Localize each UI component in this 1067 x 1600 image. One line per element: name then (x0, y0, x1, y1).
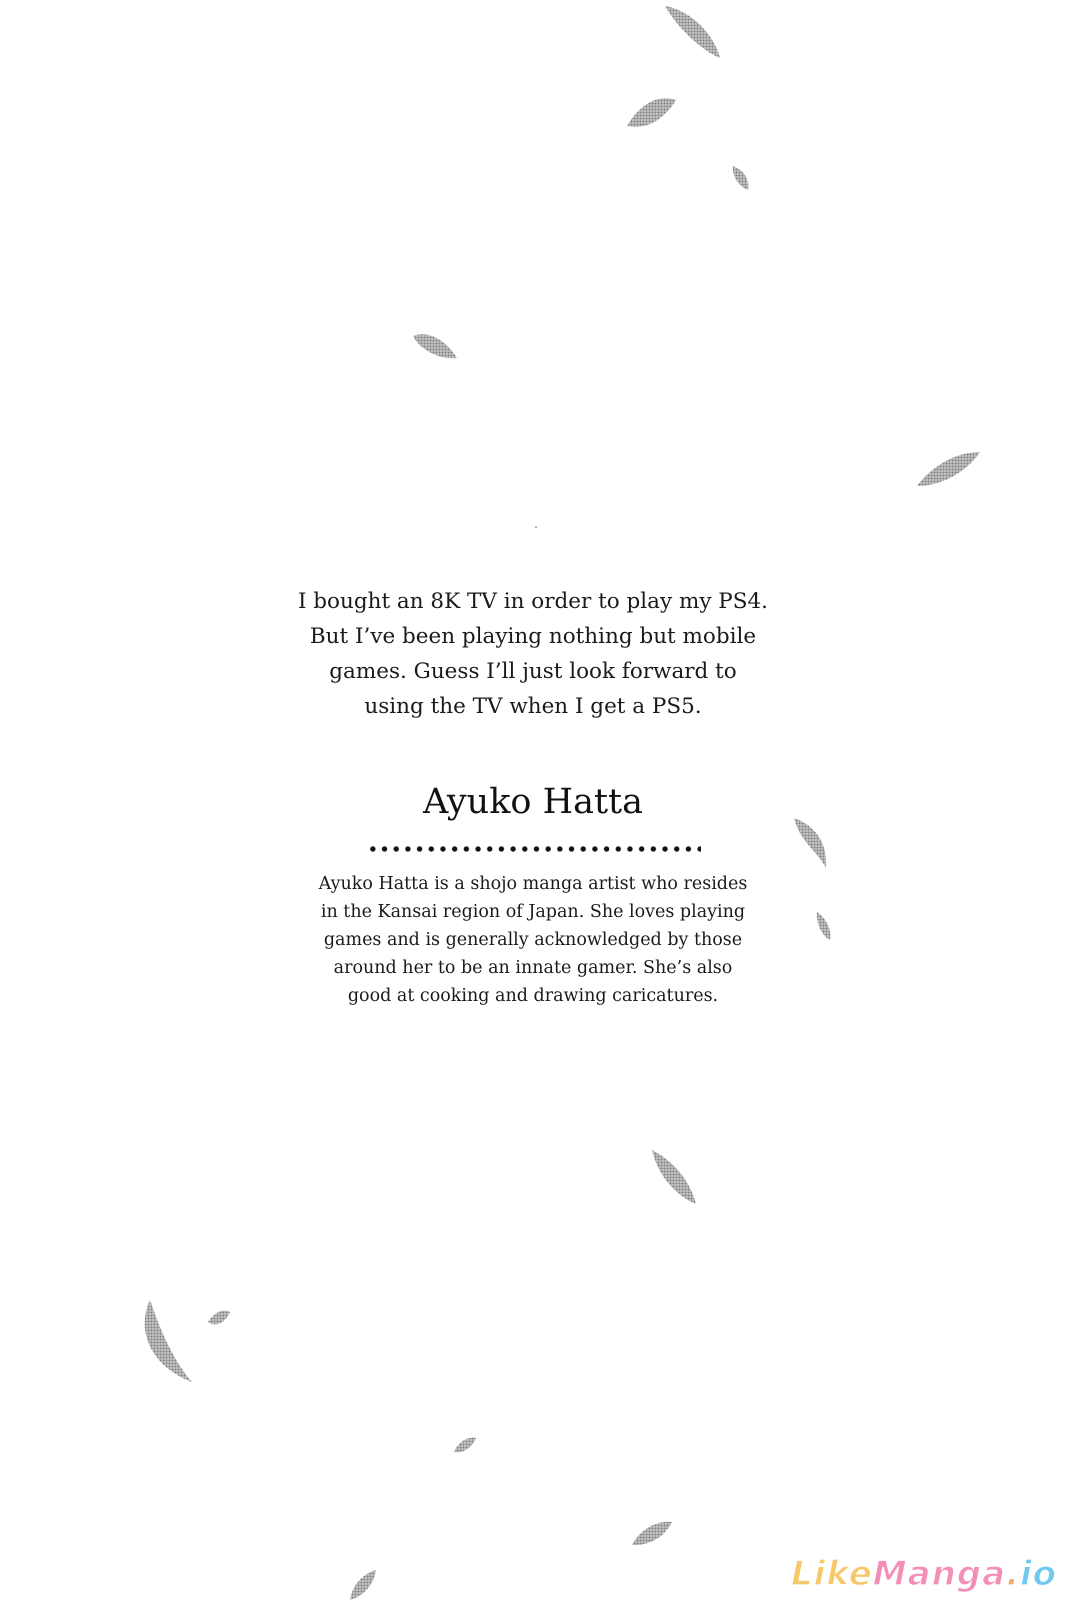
comment-line: I bought an 8K TV in order to play my PS4. (297, 589, 769, 614)
bio-line: Ayuko Hatta is a shojo manga artist who resides (318, 874, 748, 894)
site-watermark (791, 1552, 1057, 1596)
petal-icon (733, 166, 748, 190)
dotted-divider (367, 845, 701, 853)
comment-line: games. Guess I’ll just look forward to (329, 659, 737, 684)
author-bio (233, 870, 833, 1010)
bio-line: games and is generally acknowledged by those (323, 930, 743, 950)
watermark-part: Manga (872, 1554, 1007, 1594)
speck-icon (535, 526, 537, 528)
petal-icon (665, 6, 720, 58)
author-name: Ayuko Hatta (423, 782, 643, 822)
petal-icon (350, 1570, 376, 1600)
petal-icon (632, 1522, 672, 1545)
bio-line: in the Kansai region of Japan. She loves playing (320, 902, 746, 922)
petal-icon (627, 98, 676, 127)
watermark-part: io (1019, 1554, 1057, 1594)
watermark-part: Like (791, 1554, 873, 1594)
petal-icon (917, 452, 980, 486)
comment-line: But I’ve been playing nothing but mobile (309, 624, 757, 649)
petal-icon (208, 1310, 230, 1324)
petal-icon (145, 1300, 192, 1382)
author-comment (233, 584, 833, 724)
comment-line: using the TV when I get a PS5. (364, 694, 702, 719)
petal-icon (413, 334, 457, 358)
petal-icon (794, 818, 826, 868)
watermark-part: . (1006, 1554, 1020, 1594)
petal-icon (652, 1150, 696, 1204)
bio-line: around her to be an innate gamer. She’s also (333, 958, 733, 978)
bio-line: good at cooking and drawing caricatures. (347, 986, 719, 1006)
petal-icon (454, 1438, 476, 1453)
